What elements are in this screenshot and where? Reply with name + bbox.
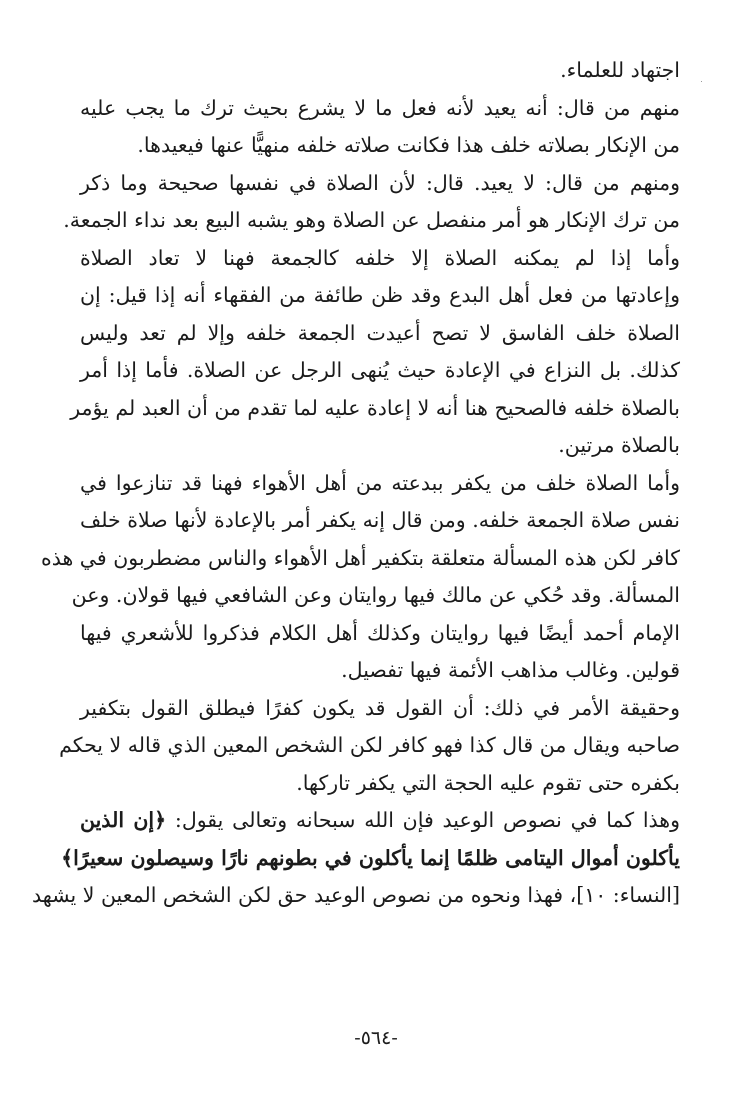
quran-opening: ﴿إن الذين	[80, 808, 167, 832]
text-line-15: المسألة. وقد حُكي عن مالك فيها روايتان وعن الشافعي فيها قولان. وعن	[71, 583, 680, 607]
text-line-19: صاحبه ويقال من قال كذا فهو كافر لكن الشخص المعين الذي قاله لا يحكم	[59, 733, 680, 757]
quran-intro: وهذا كما في نصوص الوعيد فإن الله سبحانه وتعالى يقول:	[174, 808, 680, 832]
text-line-20: بكفره حتى تقوم عليه الحجة التي يكفر تاركها.	[296, 770, 680, 795]
text-line-10: بالصلاة خلفه فالصحيح هنا أنه لا إعادة عليه لما تقدم من أن العبد لم يؤمر	[70, 395, 680, 420]
text-line-12: وأما الصلاة خلف من يكفر ببدعته من أهل الأهواء فهنا قد تنازعوا في	[80, 470, 680, 495]
text-line-9: كذلك. بل النزاع في الإعادة حيث يُنهى الرجل عن الصلاة. فأما إذا أمر	[80, 358, 680, 382]
body-text	[32, 52, 680, 915]
text-line-2: منهم من قال: أنه يعيد لأنه فعل ما لا يشرع بحيث ترك ما يجب عليه	[80, 95, 680, 120]
text-line-5: من ترك الإنكار هو أمر منفصل عن الصلاة وهو يشبه البيع بعد نداء الجمعة.	[63, 208, 680, 232]
text-line-22: يأكلون أموال اليتامى ظلمًا إنما يأكلون في بطونهم نارًا وسيصلون سعيرًا﴾	[61, 845, 680, 870]
text-line-3: من الإنكار بصلاته خلف هذا فكانت صلاته خلفه منهيًّا عنها فيعيدها.	[137, 133, 680, 157]
text-line-18: وحقيقة الأمر في ذلك: أن القول قد يكون كفرًا فيطلق القول بتكفير	[80, 695, 680, 720]
text-line-16: الإمام أحمد أيضًا فيها روايتان وكذلك أهل الكلام فذكروا للأشعري فيها	[80, 620, 680, 645]
text-line-7: وإعادتها من فعل أهل البدع وقد ظن طائفة من الفقهاء أنه إذا قيل: إن	[80, 283, 680, 307]
text-line-8: الصلاة خلف الفاسق لا تصح أعيدت الجمعة خلفه وإلا لم تعد وليس	[80, 320, 680, 345]
text-line-14: كافر لكن هذه المسألة متعلقة بتكفير أهل الأهواء والناس مضطربون في هذه	[40, 545, 680, 570]
text-line-23: [النساء: ١٠]، فهذا ونحوه من نصوص الوعيد حق لكن الشخص المعين لا يشهد	[32, 883, 680, 907]
text-line-1: اجتهاد للعلماء.	[560, 58, 680, 82]
page-number: -٥٦٤-	[354, 1027, 398, 1049]
text-line-21	[80, 802, 680, 840]
margin-mark	[701, 81, 702, 82]
text-line-4: ومنهم من قال: لا يعيد. قال: لأن الصلاة في نفسها صحيحة وما ذكر	[80, 170, 680, 195]
text-line-13: نفس صلاة الجمعة خلفه. ومن قال إنه يكفر أمر بالإعادة لأنها صلاة خلف	[80, 508, 680, 532]
text-line-6: وأما إذا لم يمكنه الصلاة إلا خلفه كالجمعة فهنا لا تعاد الصلاة	[80, 245, 680, 270]
text-line-17: قولين. وغالب مذاهب الأئمة فيها تفصيل.	[341, 658, 680, 682]
text-line-11: بالصلاة مرتين.	[558, 433, 680, 457]
